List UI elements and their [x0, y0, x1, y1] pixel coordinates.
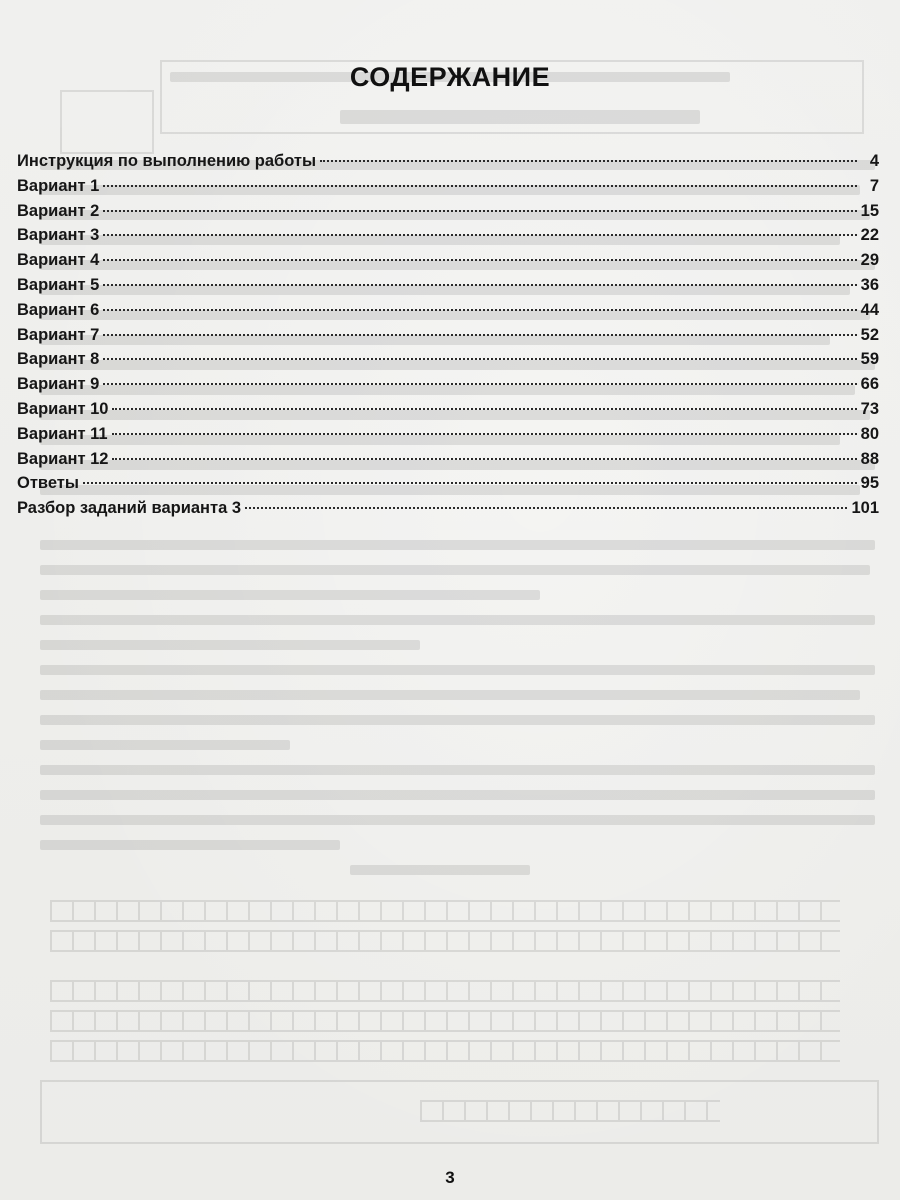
toc-entry	[17, 425, 879, 450]
dot-leader	[245, 507, 847, 509]
toc-entry-page: 52	[860, 325, 879, 344]
dot-leader	[112, 408, 856, 410]
table-of-contents	[17, 152, 879, 524]
dot-leader	[103, 383, 856, 385]
toc-entry	[17, 226, 879, 251]
toc-entry-label: Вариант 7	[17, 325, 100, 344]
toc-entry-page: 22	[860, 226, 879, 245]
toc-entry	[17, 301, 879, 326]
toc-entry	[17, 375, 879, 400]
toc-entry	[17, 499, 879, 524]
toc-entry-page: 73	[860, 399, 879, 418]
toc-entry	[17, 152, 879, 177]
page-title: СОДЕРЖАНИЕ	[349, 62, 551, 92]
toc-entry-page: 101	[851, 499, 879, 518]
toc-entry	[17, 350, 879, 375]
toc-entry	[17, 450, 879, 475]
toc-entry-label: Вариант 10	[17, 399, 109, 418]
toc-entry-label: Вариант 1	[17, 176, 100, 195]
toc-entry-label: Вариант 11	[17, 424, 108, 443]
dot-leader	[103, 210, 856, 212]
toc-entry-page: 44	[860, 300, 879, 319]
toc-entry-page: 36	[860, 275, 879, 294]
toc-entry-page: 29	[860, 251, 879, 270]
toc-entry	[17, 276, 879, 301]
dot-leader	[103, 234, 856, 236]
toc-entry-label: Вариант 4	[17, 251, 100, 270]
toc-entry-page: 66	[860, 375, 879, 394]
toc-entry-page: 59	[860, 350, 879, 369]
toc-entry	[17, 202, 879, 227]
dot-leader	[103, 334, 856, 336]
toc-entry-page: 88	[860, 449, 879, 468]
dot-leader	[320, 160, 857, 162]
toc-entry-page: 7	[869, 176, 879, 195]
toc-entry	[17, 400, 879, 425]
toc-entry	[17, 177, 879, 202]
toc-entry	[17, 474, 879, 499]
dot-leader	[103, 309, 856, 311]
toc-entry-label: Ответы	[17, 474, 79, 493]
dot-leader	[112, 433, 857, 435]
toc-entry-label: Разбор заданий варианта 3	[17, 499, 242, 518]
page-number: 3	[445, 1168, 455, 1187]
toc-entry-label: Инструкция по выполнению работы	[17, 152, 317, 170]
dot-leader	[83, 482, 857, 484]
toc-entry-page: 15	[860, 201, 879, 220]
toc-entry	[17, 326, 879, 351]
dot-leader	[112, 458, 856, 460]
toc-entry-label: Вариант 12	[17, 449, 109, 468]
dot-leader	[103, 284, 856, 286]
toc-entry-page: 95	[860, 474, 879, 493]
dot-leader	[103, 358, 856, 360]
toc-entry-label: Вариант 8	[17, 350, 100, 369]
dot-leader	[103, 185, 857, 187]
toc-entry-page: 80	[860, 424, 879, 443]
toc-entry	[17, 251, 879, 276]
toc-entry-label: Вариант 5	[17, 275, 100, 294]
toc-entry-page: 4	[869, 152, 879, 170]
dot-leader	[103, 259, 856, 261]
toc-entry-label: Вариант 2	[17, 201, 100, 220]
toc-entry-label: Вариант 9	[17, 375, 100, 394]
toc-entry-label: Вариант 6	[17, 300, 100, 319]
toc-entry-label: Вариант 3	[17, 226, 100, 245]
